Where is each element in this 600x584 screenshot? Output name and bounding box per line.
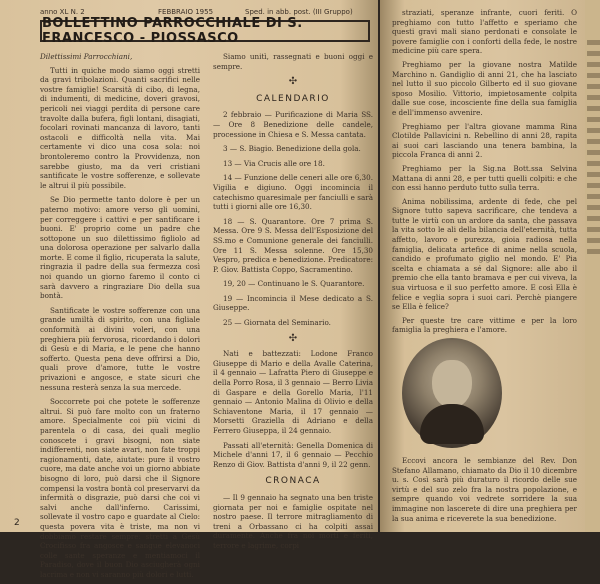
- calendar-column: [213, 52, 373, 556]
- portrait-caption: [392, 456, 577, 523]
- letter-paragraph: Santificate le vostre sofferenze con una grande umiltà di spirito, con una figliale conformità ai divini voleri, con una preghiera più fervorosa, ricordando i dolori di Gesù e di Maria, e le pene che hanno sofferto. Questa pena deve offrirsi a Dio, quali prove d'amore, tutte le vostre privazioni e angosce, e state sicuri che nessuna resterà senza la sua mercede.: [40, 305, 200, 392]
- calendar-item: 3 — S. Biagio. Benedizione della gola.: [223, 144, 361, 154]
- section-ornament: ✣: [288, 332, 298, 344]
- salutation: Dilettissimi Parrocchiani,: [40, 52, 133, 61]
- calendar-heading: CALENDARIO: [256, 93, 330, 104]
- memorial-paragraph: Preghiamo per la giovane nostra Matilde Marchino n. Gandiglio di anni 21, che ha lasciato nel lutto il suo piccolo Gilberto ed il suo giovane sposo Mosilio. Vittorio, impietosamente colpita dalle sue cose, incosciente fine della sua famiglia e dell'immenso avvenire.: [392, 59, 577, 117]
- memorial-paragraph: Preghiamo per la Sig.na Bott.ssa Selvina Mattana di anni 28, e per tutti quelli colpiti: e che con essi hanno perduto tutto sulla terra.: [392, 163, 577, 193]
- calendar-item: 25 — Giornata del Seminario.: [223, 318, 331, 328]
- bulletin-title: BOLLETTINO PARROCCHIALE DI S. FRANCESCO - PIOSSASCO: [40, 20, 370, 42]
- calendar-item: 2 febbraio — Purificazione di Maria SS. — Ore 8 Benedizione delle candele, processione in Chiesa e S. Messa cantata.: [213, 110, 373, 139]
- letter-closing: Siamo unitì, rassegnati e buoni oggi e sempre.: [213, 52, 373, 71]
- calendar-item: 14 — Funzione delle ceneri alle ore 6,30. Vigilia e digiuno. Oggi incomincia il catechismo quaresimale per fanciulli e sarà tutti i giorni alle ore 16,30.: [213, 173, 373, 212]
- issue-date: FEBBRAIO 1955: [158, 8, 214, 16]
- memorial-paragraph: Anima nobilissima, ardente di fede, che pel Signore tutto sapeva sacrificare, che tendeva a tutte le virtù con un ardore da santa, che passava la vita sotto le ali della bilancia dell'eternità, tutta affetto, lavoro e purezza, gioia radiosa nella famiglia, delicata artefice di anime nella scuola, candido e profumato giglio nel mondo. E' Pia scelta e chiamata a sé dal Signore: alle abo il premio che ella tanto bramava e per cui viveva, la sua virtuosa e il suo perfetto amore. E così Ella è felice e veglia sopra i suoi cari. Perchè piangere se Ella è felice?: [392, 196, 577, 312]
- page-number: 2: [14, 518, 20, 528]
- memorial-column: [392, 8, 577, 339]
- memorial-paragraph: Per queste tre care vittime e per la loro famiglia la preghiera e l'amore.: [392, 315, 577, 335]
- priest-portrait: [402, 338, 502, 448]
- letter-column: [40, 52, 200, 584]
- section-ornament: ✣: [288, 76, 298, 88]
- postal-notice: Sped. in abb. post. (III Gruppo): [245, 8, 353, 16]
- letter-paragraph: Tutti in quiche modo siamo oggi stretti da gravi tribolazioni. Quanti sacrifici nelle vostre famiglie! Scarsità di cibo, di legna, di indumenti, di medicine, doveri gravosi, pericoli nei viaggi perdita di persone care travolte dalla bufera, figli lontani, disagiati, focolari rovinati mancanza di lavoro, tanti ostacoli e difficoltà nella vita. Mai certamente vi dico una cosa sola: noi brontoleremo contro la Provvidenza, non sarebbe giusto, ma da veri cristiani santificate le vostre sofferenze, e sollevate le altrui il più possibile.: [40, 65, 200, 190]
- portrait-head: [432, 360, 472, 408]
- calendar-item: 13 — Via Crucis alle ore 18.: [223, 158, 325, 168]
- cronaca-heading: CRONACA: [265, 476, 321, 487]
- cronaca-text: — Il 9 gennaio ha segnato una ben triste giornata per noi e famiglie ospitate nel nostro paese. Il terrore mitragliamento di treni a Orbassano ci ha colpiti assai duramente. Anche fra noi morti e feriti, terrore e lagrime, corpi: [213, 492, 373, 550]
- letter-paragraph: Soccorrete poi che potete le sofferenze altrui. Si può fare molto con un fraterno amore. Specialmente coi più vicini di parentela o di casa, dei quali meglio conoscete i gravi bisogni, non siate indifferenti, non siate avari, non fate troppi ragionamenti, date, aiutate: pure il vostro cuore, ma date anche voi un giorno abbiate bisogno di loro, può darsi che il Signore compensi la vostra bontà col preservarvi da infermità o disgrazie, può darsi che coi vi salvi anche dall'inferno. Carissimi, sollevate il vostro capo e guardate al Cielo: questa povera vita è triste, ma non vi dobbiamo restare sempre: stretti a Gesù Crocifisso fra angosce e sangue elevanoci colle sante speranze e mentiamoci il Paradiso, dove il buon Dio asciugherà ogni lacrima e non vi saranno più dolori e lutti.: [40, 397, 200, 579]
- calendar-item: 19, 20 — Continuano le S. Quarantore.: [223, 279, 365, 289]
- births-notice: Nati e battezzati: Lodone Franco Giuseppe di Mario e della Avalle Caterina, il 4 gennaio — Lafratta Piero di Giuseppe e della Porro Rosa, il 3 gennaio — Berro Livia di Gaspare e della Gorello Maria, l'11 gennaio — Antonio Malina di Olivio e della Schiaventone Maria, il 17 gennaio — Morsetti Graziella di Adriano e della Ferrero Giuseppa, il 24 gennaio.: [213, 349, 373, 435]
- adjacent-page-edge: [585, 0, 600, 532]
- calendar-item: 19 — Incomincia il Mese dedicato a S. Giuseppe.: [213, 293, 373, 313]
- portrait-body: [420, 404, 484, 444]
- edge-text-lines: [587, 40, 600, 260]
- memorial-paragraph: straziati, speranze infrante, cuori feriti. O preghiamo con tutto l'affetto e speriamo che questi gravi mali siano perdonati e consolate le povere famiglie con i conforti della fede, le nostre medicine più care spera.: [392, 8, 577, 56]
- caption-text: Eccovi ancora le sembianze del Rev. Don Stefano Allamano, chiamato da Dio il 10 dicembre u. s. Così sarà più duraturo il ricordo delle sue virtù e del suo zelo fra la nostra popolazione, e sempre quando voi vedrete sorridere la sua immagine non lascerete di dire una preghiera per la sua anima e riceverete la sua benedizione.: [392, 456, 577, 523]
- calendar-item: 18 — S. Quarantore. Ore 7 prima S. Messa. Ore 9 S. Messa dell'Esposizione del SS.mo e Comunione generale dei fanciulli. Ore 11 S. Messa solenne. Ore 15,30 Vespro, predica e benedizione. Predicatore: P. Giov. Battista Coppo, Sacramentino.: [213, 216, 373, 274]
- deaths-notice: Passati all'eternità: Genella Domenica di Michele d'anni 17, il 6 gennaio — Pecchio Renzo di Giov. Battista d'anni 9, il 22 genn.: [213, 440, 373, 469]
- memorial-paragraph: Preghiamo per l'altra giovane mamma Rina Clotilde Pallavicini n. Rebellino di anni 28, rapita ai suoi cari lasciando una tenera bambina, la piccola Franca di anni 2.: [392, 121, 577, 160]
- issue-number: anno XL N. 2: [40, 8, 85, 16]
- letter-paragraph: Se Dio permette tanto dolore è per un paterno motivo: amore verso gli uomini, per correggere i cattivi e per santificare i buoni. E' proprio come un padre che sottopone un suo dilettissimo figliolo ad una dolorosa operazione per salvarlo dalla morte. E come il figlio, ricuperata la salute, ringrazia il padre della sua fermezza così noi quando un giorno faremo il conto ci sarà davvero a ringraziare Dio della sua bontà.: [40, 195, 200, 301]
